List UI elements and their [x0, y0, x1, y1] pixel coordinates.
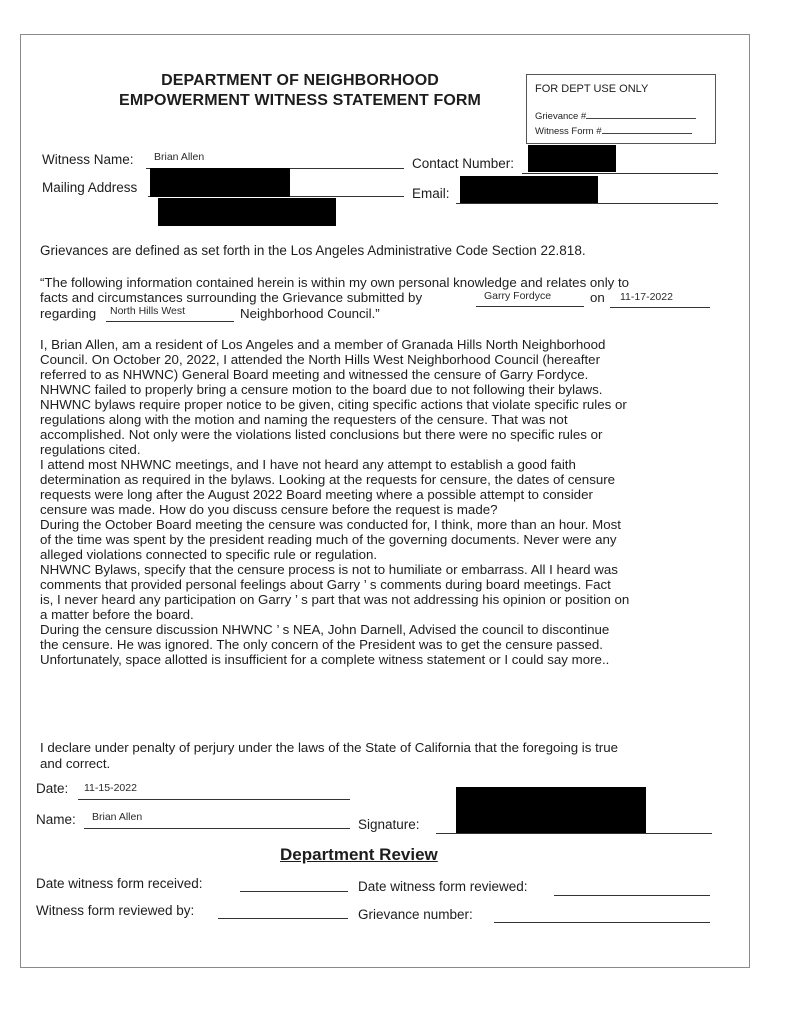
- statement-intro-line1: “The following information contained herein is within my own personal knowledge and relates only to: [40, 275, 630, 290]
- department-review-title: Department Review: [280, 845, 438, 864]
- grievance-number-line[interactable]: [494, 922, 710, 923]
- dept-witness-form-label: Witness Form #: [535, 126, 602, 137]
- statement-line: Unfortunately, space allotted is insufficient for a complete witness statement or I could say more..: [40, 652, 610, 667]
- statement-line: NHWNC Bylaws, specify that the censure process is not to humiliate or embarrass. All I heard was: [40, 562, 618, 577]
- email-redaction: [460, 176, 598, 203]
- name-line: [84, 828, 350, 829]
- witness-statement: [40, 337, 720, 667]
- statement-line: During the October Board meeting the censure was conducted for, I think, more than an hour. Most: [40, 517, 621, 532]
- council-value[interactable]: North Hills West: [110, 305, 186, 317]
- statement-line: comments that provided personal feelings about Garry ’ s comments during board meetings. Fact: [40, 577, 611, 592]
- reviewed-by-label: Witness form reviewed by:: [36, 903, 195, 918]
- dept-witness-form-line[interactable]: [602, 133, 692, 134]
- dept-use-heading: FOR DEPT USE ONLY: [535, 83, 649, 95]
- submitted-on-line: [610, 307, 710, 308]
- mailing-address-redaction-2: [158, 198, 336, 226]
- mailing-address-redaction-1: [150, 168, 290, 197]
- statement-line: NHWNC bylaws require proper notice to be given, citing specific actions that violate specific rules or: [40, 397, 627, 412]
- statement-intro-line2-text: facts and circumstances surrounding the Grievance submitted by: [40, 290, 423, 305]
- reviewed-by-line[interactable]: [218, 918, 348, 919]
- statement-line: requests were long after the August 2022 Board meeting where a possible attempt to consider: [40, 487, 593, 502]
- dept-grievance-label: Grievance #: [535, 111, 587, 122]
- contact-number-redaction: [528, 145, 616, 172]
- signature-label: Signature:: [358, 817, 420, 832]
- witness-name-value[interactable]: Brian Allen: [154, 151, 205, 163]
- council-suffix: Neighborhood Council.”: [240, 306, 380, 321]
- statement-line: NHWNC failed to properly bring a censure motion to the board due to not following their bylaws.: [40, 382, 603, 397]
- date-value[interactable]: 11-15-2022: [84, 782, 137, 794]
- statement-line: accomplished. Not only were the violations listed conclusions but there were no specific rules or: [40, 427, 603, 442]
- name-label: Name:: [36, 812, 76, 827]
- date-received-label: Date witness form received:: [36, 876, 203, 891]
- dept-grievance-line[interactable]: [586, 118, 696, 119]
- statement-intro-line2: [40, 290, 422, 305]
- name-value[interactable]: Brian Allen: [92, 811, 143, 823]
- submitted-by-line: [476, 306, 584, 307]
- statement-line: determination as required in the bylaws. Looking at the requests for censure, the dates of censure: [40, 472, 616, 487]
- form-title-line1: DEPARTMENT OF NEIGHBORHOOD: [161, 72, 439, 89]
- mailing-address-label: Mailing Address: [42, 180, 138, 195]
- regarding-label: regarding: [40, 306, 97, 321]
- on-label: on: [590, 290, 605, 305]
- submitted-by-value[interactable]: Garry Fordyce: [484, 290, 552, 302]
- email-line: [456, 203, 718, 204]
- contact-number-line: [522, 173, 718, 174]
- grievance-number-label: Grievance number:: [358, 907, 473, 922]
- grievance-definition: Grievances are defined as set forth in the Los Angeles Administrative Code Section 22.818.: [40, 243, 586, 258]
- statement-line: Council. On October 20, 2022, I attended the North Hills West Neighborhood Council (hereafter: [40, 352, 601, 367]
- statement-line: censure was made. How do you discuss censure before the request is made?: [40, 502, 498, 517]
- dept-witness-form-field: [535, 126, 692, 137]
- statement-line: I attend most NHWNC meetings, and I have not heard any attempt to establish a good faith: [40, 457, 576, 472]
- form-title-line2: EMPOWERMENT WITNESS STATEMENT FORM: [119, 92, 481, 109]
- council-line: [106, 321, 234, 322]
- dept-grievance-field: [535, 111, 696, 122]
- date-reviewed-label: Date witness form reviewed:: [358, 879, 528, 894]
- date-label: Date:: [36, 781, 69, 796]
- statement-line: I, Brian Allen, am a resident of Los Angeles and a member of Granada Hills North Neighborhood: [40, 337, 606, 352]
- statement-line: referred to as NHWNC) General Board meeting and witnessed the censure of Garry Fordyce.: [40, 367, 589, 382]
- witness-name-label: Witness Name:: [42, 152, 134, 167]
- dept-use-box: [526, 74, 716, 144]
- signature-redaction: [456, 787, 646, 833]
- contact-number-label: Contact Number:: [412, 156, 515, 171]
- signature-line: [436, 833, 712, 834]
- declaration-line2: and correct.: [40, 756, 111, 771]
- statement-line: regulations along with the motion and naming the requesters of the censure. That was not: [40, 412, 568, 427]
- date-received-line[interactable]: [240, 891, 348, 892]
- statement-line: regulations cited.: [40, 442, 141, 457]
- statement-line: the censure. He was ignored. The only concern of the President was to get the censure passed.: [40, 637, 603, 652]
- date-line: [78, 799, 350, 800]
- statement-line: of the time was spent by the president reading much of the governing documents. Never were any: [40, 532, 617, 547]
- date-reviewed-line[interactable]: [554, 895, 710, 896]
- statement-line: is, I never heard any participation on Garry ’ s part that was not addressing his opinion or position on: [40, 592, 630, 607]
- email-label: Email:: [412, 186, 450, 201]
- declaration-line1: I declare under penalty of perjury under the laws of the State of California that the foregoing is true: [40, 740, 619, 755]
- statement-line: During the censure discussion NHWNC ’ s NEA, John Darnell, Advised the council to discontinue: [40, 622, 610, 637]
- submitted-on-value[interactable]: 11-17-2022: [620, 291, 673, 303]
- statement-line: alleged violations connected to specific rule or regulation.: [40, 547, 378, 562]
- statement-line: a matter before the board.: [40, 607, 194, 622]
